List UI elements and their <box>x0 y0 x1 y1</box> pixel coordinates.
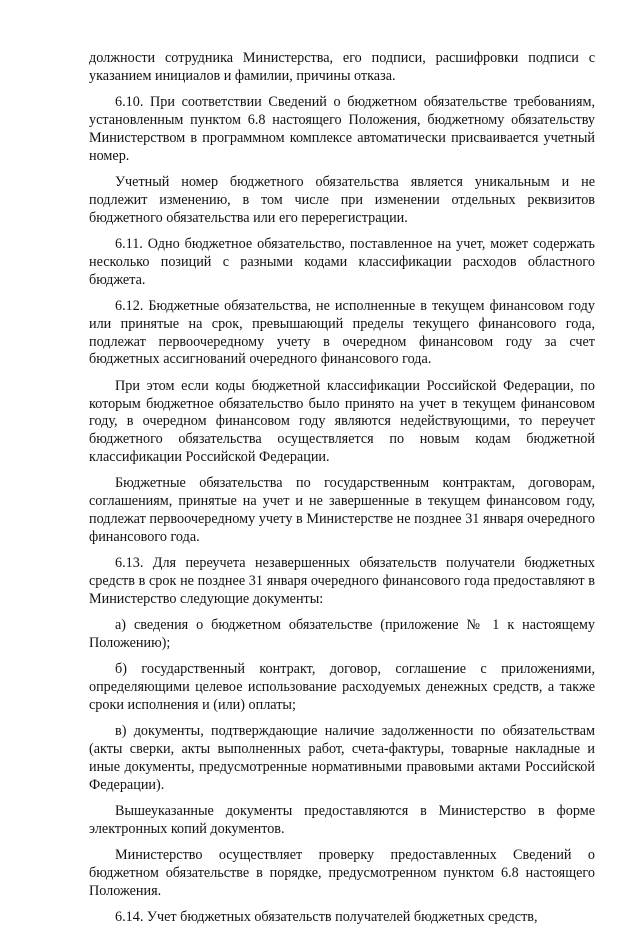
paragraph-6-13: 6.13. Для переучета незавершенных обязательств получатели бюджетных средств в срок не позднее 31 января очередного финансового года предоставляют в Министерство следующие документы: <box>89 555 595 607</box>
paragraph-6-14: 6.14. Учет бюджетных обязательств получателей бюджетных средств, <box>115 909 538 926</box>
list-item-b: б) государственный контракт, договор, соглашение с приложениями, определяющими целевое использование расходуемых денежных средств, а также сроки исполнения и (или) оплаты; <box>89 661 595 713</box>
paragraph-contracts: Бюджетные обязательства по государственным контрактам, договорам, соглашениям, принятые на учет и не завершенные в текущем финансовом году, подлежат первоочередному учету в Министерстве не позднее 31 января очередного финансового года. <box>89 475 595 545</box>
list-item-c: в) документы, подтверждающие наличие задолженности по обязательствам (акты сверки, акты выполненных работ, счета-фактуры, товарные накладные и иные документы, предусмотренные нормативными правовыми актами Российской Федерации). <box>89 723 595 793</box>
paragraph-6-10: 6.10. При соответствии Сведений о бюджетном обязательстве требованиям, установленным пунктом 6.8 настоящего Положения, бюджетному обязательству Министерством в программном комплексе автоматически присваивается учетный номер. <box>89 94 595 164</box>
paragraph-6-11: 6.11. Одно бюджетное обязательство, поставленное на учет, может содержать несколько позиций с разными кодами классификации расходов областного бюджета. <box>89 235 595 288</box>
paragraph-electronic-copies: Вышеуказанные документы предоставляются в Министерство в форме электронных копий документов. <box>89 803 595 837</box>
paragraph-unique-number: Учетный номер бюджетного обязательства является уникальным и не подлежит изменению, в том числе при изменении отдельных реквизитов бюджетного обязательства или его перерегистрации. <box>89 173 595 226</box>
paragraph-continuation: должности сотрудника Министерства, его подписи, расшифровки подписи с указанием инициалов и фамилии, причины отказа. <box>89 50 595 84</box>
paragraph-ministry-check: Министерство осуществляет проверку предоставленных Сведений о бюджетном обязательстве в порядке, предусмотренном пунктом 6.8 настоящего Положения. <box>89 847 595 899</box>
document-body <box>89 50 595 936</box>
paragraph-reclassification: При этом если коды бюджетной классификации Российской Федерации, по которым бюджетное обязательство было принято на учет в текущем финансовом году, в очередном финансовом году являются недействующими, то переучет бюджетного обязательства осуществляется по новым кодам бюджетной классификации Российской Федерации. <box>89 377 595 465</box>
list-item-a: а) сведения о бюджетном обязательстве (приложение № 1 к настоящему Положению); <box>89 617 595 651</box>
paragraph-6-12: 6.12. Бюджетные обязательства, не исполненные в текущем финансовом году или принятые на срок, превышающий пределы текущего финансового года, подлежат первоочередному учету в очередном финансовом году за счет бюджетных ассигнований очередного финансового года. <box>89 297 595 368</box>
